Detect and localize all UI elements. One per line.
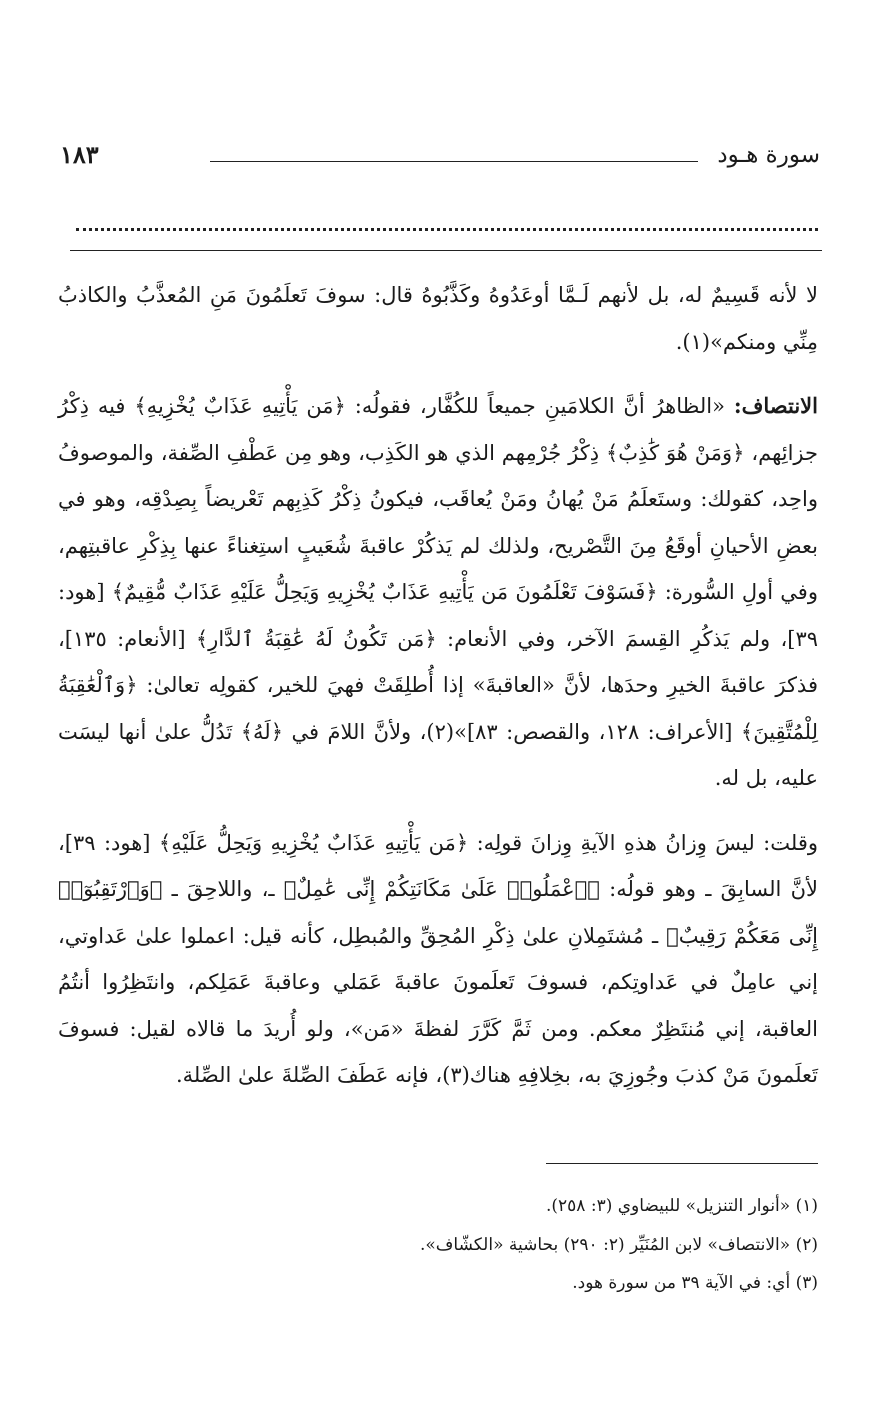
paragraph-1 — [58, 272, 818, 365]
paragraph-intisaf — [58, 383, 818, 802]
surah-title: سورة هـود — [717, 142, 820, 168]
dotted-separator — [76, 208, 818, 231]
footnotes — [58, 1187, 818, 1303]
paragraph-2-text: «الظاهرُ أنَّ الكلامَينِ جميعاً للكُفَّار، فقولُه: ﴿مَن يَأْتِيهِ عَذَابٌ يُخْزِيهِ﴾ فيه ذِكْرُ جزائِهم، ﴿وَمَنْ هُوَ كَٰذِبٌ﴾ ذِكْرُ جُرْمِهم الذي هو الكَذِب، وهو مِن عَطْفِ الصِّفة، والموصوفُ واحِد، كقولك: وستَعلَمُ مَنْ يُهانُ ومَنْ يُعاقَب، فيكونُ ذِكْرُ كَذِبِهم تَعْريضاً بِصِدْقِه، وهو في بعضِ الأحيانِ أوقَعُ مِنَ التَّصْريح، ولذلك لم يَذكُرْ عاقبةَ شُعَيبٍ استِغناءً عنها بِذِكْرِ عاقبتِهم، وفي أولِ السُّورة: ﴿فَسَوْفَ تَعْلَمُونَ مَن يَأْتِيهِ عَذَابٌ يُخْزِيهِ وَيَحِلُّ عَلَيْهِ عَذَابٌ مُّقِيمٌ﴾ [هود: ٣٩]، ولم يَذكُرِ القِسمَ الآخر، وفي الأنعام: ﴿مَن تَكُونُ لَهُ عَٰقِبَةُ ٱلدَّارِ﴾ [الأنعام: ١٣٥]، فذكرَ عاقبةَ الخيرِ وحدَها، لأنَّ «العاقبةَ» إذا أُطلِقَتْ فهيَ للخير، كقولِه تعالىٰ: ﴿وَٱلْعَٰقِبَةُ لِلْمُتَّقِينَ﴾ [الأعراف: ١٢٨، والقصص: ٨٣]»(٢)، ولأنَّ اللامَ في ﴿لَهُ﴾ تَدُلُّ علىٰ أنها ليسَت عليه، بل له. — [58, 394, 819, 790]
text-top-rule — [70, 250, 822, 251]
footnote-1: (١) «أنوار التنزيل» للبيضاوي (٣: ٢٥٨). — [545, 1196, 818, 1216]
running-header — [60, 140, 820, 180]
paragraph-3-text: وقلت: ليسَ وِزانُ هذهِ الآيةِ وِزانَ قولِه: ﴿مَن يَأْتِيهِ عَذَابٌ يُخْزِيهِ وَيَحِلُّ عَلَيْهِ﴾ [هود: ٣٩]، لأنَّ السابِقَ ـ وهو قولُه: ﴿ٱعْمَلُوا۟ عَلَىٰ مَكَانَتِكُمْ إِنِّى عَٰمِلٌ﴾ ـ، واللاحِقَ ـ ﴿وَٱرْتَقِبُوٓا۟ إِنِّى مَعَكُمْ رَقِيبٌ﴾ ـ مُشتَمِلانِ علىٰ ذِكْرِ المُحِقِّ والمُبطِل، كأنه قيل: اعملوا علىٰ عَداوتي، إني عامِلٌ في عَداوتِكم، فسوفَ تَعلَمونَ عاقبةَ عَمَلي وعاقبةَ عَمَلِكم، وانتَظِرُوا أنتُمُ العاقبة، إني مُنتَظِرٌ معكم. ومن ثَمَّ كَرَّرَ لفظةَ «مَن»، ولو أُريدَ ما قالاه لقيل: فسوفَ تَعلَمونَ مَنْ كذبَ وجُوزِيَ به، بخِلافِهِ هناك(٣)، فإنه عَطَفَ الصِّلةَ علىٰ الصِّلة. — [58, 830, 818, 1087]
footnote-rule — [546, 1163, 818, 1164]
main-text — [58, 272, 818, 1099]
intisaf-label: الانتصاف: — [733, 393, 818, 418]
page-number: ١٨٣ — [60, 140, 99, 169]
footnote-3: (٣) أي: في الآية ٣٩ من سورة هود. — [572, 1273, 818, 1293]
paragraph-1-text: لا لأنه قَسِيمٌ له، بل لأنهم لَـمَّا أوعَدُوهُ وكَذَّبُوهُ قال: سوفَ تَعلَمُونَ مَنِ المُعذَّبُ والكاذبُ مِنِّي ومنكم»(١). — [58, 283, 818, 354]
footnote-2: (٢) «الانتصاف» لابن المُنَيِّر (٢: ٢٩٠) بحاشية «الكشّاف». — [420, 1234, 818, 1255]
header-rule — [210, 161, 698, 162]
paragraph-commentary — [58, 820, 818, 1099]
